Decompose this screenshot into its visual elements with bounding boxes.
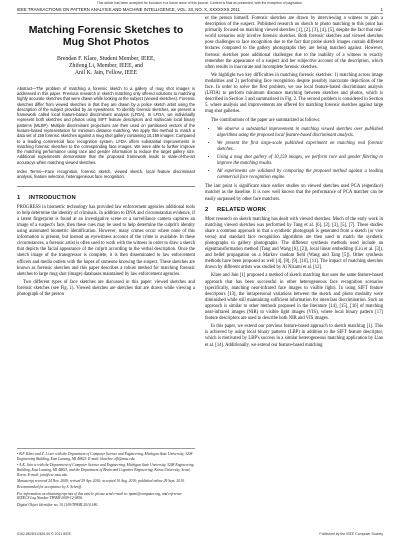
right-paragraph-4: The last point is significant since earlier studies on viewed sketches used PCA (eigenface) matcher as the baseline. It is now well known that the performance of PCA matcher can be easily surpassed by other face matchers. — [205, 184, 383, 202]
related-paragraph-3: In this paper, we extend our previous feature-based approach to sketch matching [1]. This is achieved by using local binary patterns (LBP) in addition to the SIFT feature descriptor, which is motivated by LBP's success in a similar heterogeneous matching application by Liao et al. [14]. Additionally, we extend our feature-based matching — [205, 324, 383, 348]
page-number: 1 — [380, 7, 383, 12]
section-title: RELATED WORK — [217, 206, 267, 213]
right-paragraph-2: We highlight two key difficulties in matching forensic sketches: 1) matching across image modalities and 2) performing face recognition despite possibly inaccurate depictions of the face. In order to solve the first problem, we use local feature-based discriminant analysis (LFDA) to perform minimum distance matching between sketches and photos, which is described in Section 3 and summarized in Fig. 2. The second problem is considered in Section 5, where analysis and improvements are offered for matching forensic sketches against large mug shot galleries. — [205, 72, 383, 115]
divider — [17, 186, 195, 187]
related-paragraph-1: Most research on sketch matching has dealt with viewed sketches. Much of the early work in matching viewed sketches was performed by Tang et al. [6], [2], [3], [5], [7]. These studies share a common approach in that a synthetic photograph is generated from a sketch (or vice versa) and standard face recognition algorithms are then used to match the synthetic photographs to gallery photographs. The different synthesis methods used include an eigentransformation method (Tang and Wang [6], [2]), local linear embedding (Liu et al. [3]), and belief propagation on a Markov random field (Wang and Tang [5]). Other synthesis methods have been proposed as well [4], [8], [9], [10], [11]. The impact of matching sketches drawn by different artists was studied by Al Nizami et al. [12]. — [205, 216, 383, 271]
intro-paragraph-2: Two different types of face sketches are discussed in this paper: viewed sketches and forensic sketches (see Fig. 1). Viewed sketches are sketches that are drawn while viewing a photograph of the person — [17, 279, 195, 297]
publisher-line: Published by the IEEE Computer Society — [319, 532, 383, 536]
right-paragraph-3: The contributions of the paper are summarized as follows: — [211, 117, 321, 123]
section-number: 2 — [205, 206, 209, 213]
contributions-list — [205, 127, 383, 182]
paper-title: Matching Forensic Sketches to Mug Shot Photos — [28, 24, 184, 48]
author-line-2: Zhifeng Li, Member, IEEE, and — [69, 63, 143, 70]
footnote-reprints: For information on obtaining reprints of this article, please send e-mail to: tpami@computer.org, and reference IEEECS Log Number TPAMI-2009-12-0836. — [17, 491, 182, 501]
section-number: 1 — [17, 194, 21, 201]
copyright-line: 0162-8828/11/$26.00 © 2011 IEEE — [17, 532, 72, 536]
intro-paragraph-1: PROGRESS in biometric technology has provided law enforcement agencies additional tools to help determine the identity of criminals. In addition to DNA and circumstantial evidence, if a latent fingerprint is found at an investigative scene or a surveillance camera captures an image of a suspect's face, then these cues may be used to help determine the culprit's identity using automated biometric identification. However, many crimes occur where none of this information is present, but instead an eyewitness account of the crime is available. In these circumstances, a forensic artist is often used to work with the witness in order to draw a sketch that depicts the facial appearance of the culprit according to the verbal description. Once the sketch image of the transgressor is complete, it is then disseminated to law enforcement officers and media outlets with the hopes of someone knowing the suspect. These sketches are known as forensic sketches and this paper describes a robust method for matching forensic sketches to large mug shot (image) databases maintained by law enforcement agencies. — [17, 204, 195, 277]
right-column — [205, 16, 383, 351]
running-head — [17, 7, 383, 14]
section-title: INTRODUCTION — [29, 194, 76, 201]
list-item: • All experiments are validated by comparing the proposed method against a leading commercial face recognition engine. — [217, 169, 383, 181]
author-block — [17, 56, 195, 78]
footnotes — [17, 448, 195, 509]
abstract: Abstract—The problem of matching a forensic sketch to a gallery of mug shot images is addressed in this paper. Previous research in sketch matching only offered solutions to matching highly accurate sketches that were drawn while looking at the subject (viewed sketches). Forensic sketches differ from viewed sketches in that they are drawn by a police sketch artist using the description of the subject provided by an eyewitness. To identify forensic sketches, we present a framework called local feature-based discriminant analysis (LFDA). In LFDA, we individually represent both sketches and photos using SIFT feature descriptors and multiscale local binary patterns (MLBP). Multiple discriminant projections are then used on partitioned vectors of the feature-based representation for minimum distance matching. We apply this method to match a data set of 159 forensic sketches against a mug shot gallery containing 10,159 images. Compared to a leading commercial face recognition system, LFDA offers substantial improvements in matching forensic sketches to the corresponding face images. We were able to further improve the matching performance using race and gender information to reduce the target gallery size. Additional experiments demonstrate that the proposed framework leads to state-of-the-art accuracys when matching viewed sketches. — [17, 85, 195, 165]
author-line-3: Anil K. Jain, Fellow, IEEE — [74, 70, 138, 77]
right-paragraph-1: or the person himself. Forensic sketches are drawn by interviewing a witness to gain a description of the suspect. Published research on sketch to photo matching to this point has primarily focused on matching viewed sketches [1], [2], [3], [4], [5], despite the fact that real-world scenarios only involve forensic sketches. Both forensic sketches and viewed sketches pose challenges to face recognition due to the fact that probe sketch images contain different textures compared to the gallery photographs they are being matched against. However, forensic sketches pose additional challenges due to the inability of a witness to exactly remember the appearance of a suspect and her subjective account of the description, which often results in inaccurate and incomplete forensic sketches. — [205, 16, 383, 70]
section-heading-related-work — [205, 207, 383, 213]
list-item: • Using a mug shot gallery of 10,159 images, we perform race and gender filtering to improve the matching results. — [217, 155, 383, 167]
footnote-affiliation-2: • A.K. Jain is with the Department of Computer Science and Engineering, Michigan State University, 3208 Engineering Building, East Lansing, MI 48823, and the Department of Brain and Cognitive Engineering, Korea University, Seoul, Korea. E-mail: jain@cse.msu.edu. — [17, 463, 194, 477]
journal-header: IEEE TRANSACTIONS ON PATTERN ANALYSIS AND MACHINE INTELLIGENCE, VOL. 33, NO. X, XXXXXXX 2011 — [17, 7, 240, 12]
related-paragraph-2: Klare and Jain [1] proposed a method of sketch matching that uses the same feature-based approach that has been successful in other heterogeneous face recognition scenarios (specifically, matching near-infrared face images to visible light). In using SIFT feature descriptors [13], the intrapersonal variations between the sketch and photo modality were diminished while still maintaining sufficient information for interclass discrimination. Such an approach is similar to other methods proposed in the literature [14], [15], [16] of matching near-infrared images (NIR) to visible light images (VIS), where local binary pattern [17] feature descriptors are used to describe both NIR and VIS images. — [205, 273, 383, 322]
list-item: • We present the first large-scale published experiment on matching real forensic sketches. — [217, 141, 383, 153]
footnote-doi: Digital Object Identifier no. 10.1109/TPAMI.2010.180. — [17, 502, 99, 507]
index-terms: Index Terms—Face recognition, forensic sketch, viewed sketch, local feature discriminant analysis, feature selection, heterogeneous face recognition. — [17, 169, 195, 180]
section-heading-introduction — [17, 195, 195, 201]
footnote-recommended: Recommended for acceptance by S. Schroff. — [17, 485, 82, 490]
left-column — [17, 18, 195, 300]
list-item: • We observe a substantial improvement in matching viewed sketches over published algorithms using the proposed local feature-based discriminant analysis. — [217, 127, 383, 139]
footnote-affiliation-1: • B.F. Klare and Z. Li are with the Department of Computer Science and Engineering, Michigan State University, 3208 Engineering Building, East Lansing, MI 48823. E-mail: klarebre, zfli@msu.edu. — [17, 452, 193, 461]
acceptance-notice: This article has been accepted for inclusion in a future issue of this journal. Content is final as presented, with the exception of pagination. — [96, 1, 304, 5]
author-line-1: Brendan F. Klare, Student Member, IEEE, — [57, 56, 155, 62]
footnote-manuscript: Manuscript received 24 Nov. 2009; revised 29 Apr. 2010; accepted 10 Aug. 2010; published online 29 Sept. 2010. — [17, 478, 185, 483]
